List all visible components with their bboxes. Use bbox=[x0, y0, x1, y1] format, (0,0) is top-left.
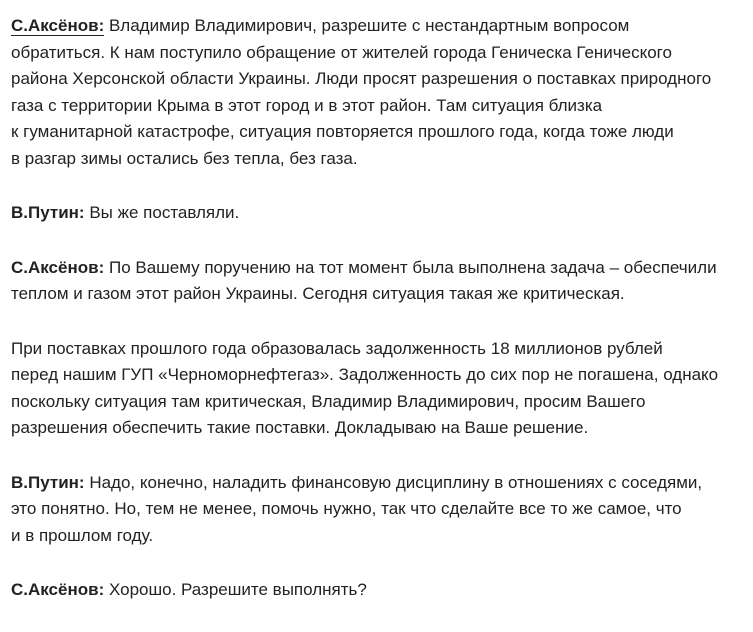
transcript bbox=[11, 13, 719, 632]
line-text: Вы же поставляли. bbox=[89, 203, 240, 222]
speaker-name-link[interactable]: С.Аксёнов: bbox=[11, 16, 105, 35]
line-text: Хорошо. Разрешите выполнять? bbox=[108, 580, 367, 599]
speaker-name: С.Аксёнов: bbox=[11, 580, 105, 599]
line-text: Владимир Владимирович, разрешите с нестандартным вопросом bbox=[108, 16, 630, 35]
transcript-paragraph-aksenov-1 bbox=[11, 13, 711, 172]
paragraph-line: разрешения обеспечить такие поставки. Докладываю на Ваше решение. bbox=[11, 418, 589, 437]
transcript-paragraph-aksenov-4 bbox=[11, 577, 711, 604]
line-text: По Вашему поручению на тот момент была выполнена задача – обеспечили bbox=[108, 257, 717, 277]
paragraph-line bbox=[11, 577, 711, 604]
paragraph-line: При поставках прошлого года образовалась задолженность 18 миллионов рублей bbox=[11, 338, 663, 358]
paragraph-line: теплом и газом этот район Украины. Сегодня ситуация такая же критическая. bbox=[11, 284, 625, 303]
transcript-paragraph-aksenov-2 bbox=[11, 255, 717, 308]
paragraph-line: это понятно. Но, тем не менее, помочь нужно, так что сделайте все то же самое, что bbox=[11, 499, 682, 518]
paragraph-line: в разгар зимы остались без тепла, без газа. bbox=[11, 148, 358, 168]
speaker-name: В.Путин: bbox=[11, 203, 85, 222]
paragraph-line: к гуманитарной катастрофе, ситуация повторяется прошлого года, когда тоже люди bbox=[11, 122, 674, 141]
transcript-paragraph-putin-2 bbox=[11, 470, 711, 550]
paragraph-line bbox=[11, 470, 711, 497]
speaker-name: С.Аксёнов: bbox=[11, 257, 105, 277]
paragraph-line: перед нашим ГУП «Черноморнефтегаз». Задолженность до сих пор не погашена, однако bbox=[11, 365, 719, 384]
paragraph-line bbox=[11, 200, 711, 227]
paragraph-line: поскольку ситуация там критическая, Владимир Владимирович, просим Вашего bbox=[11, 391, 646, 411]
paragraph-line bbox=[11, 255, 717, 282]
paragraph-line: и в прошлом году. bbox=[11, 525, 154, 545]
paragraph-line: района Херсонской области Украины. Люди просят разрешения о поставках природного bbox=[11, 69, 712, 88]
paragraph-line bbox=[11, 13, 711, 40]
transcript-paragraph-aksenov-3 bbox=[11, 336, 719, 442]
speaker-name: В.Путин: bbox=[11, 472, 85, 492]
paragraph-line: газа с территории Крыма в этот город и в этот район. Там ситуация близка bbox=[11, 95, 603, 115]
line-text: Надо, конечно, наладить финансовую дисциплину в отношениях с соседями, bbox=[89, 472, 703, 492]
transcript-paragraph-putin-1 bbox=[11, 200, 711, 227]
paragraph-line: обратиться. К нам поступило обращение от жителей города Геническа Генического bbox=[11, 42, 672, 62]
